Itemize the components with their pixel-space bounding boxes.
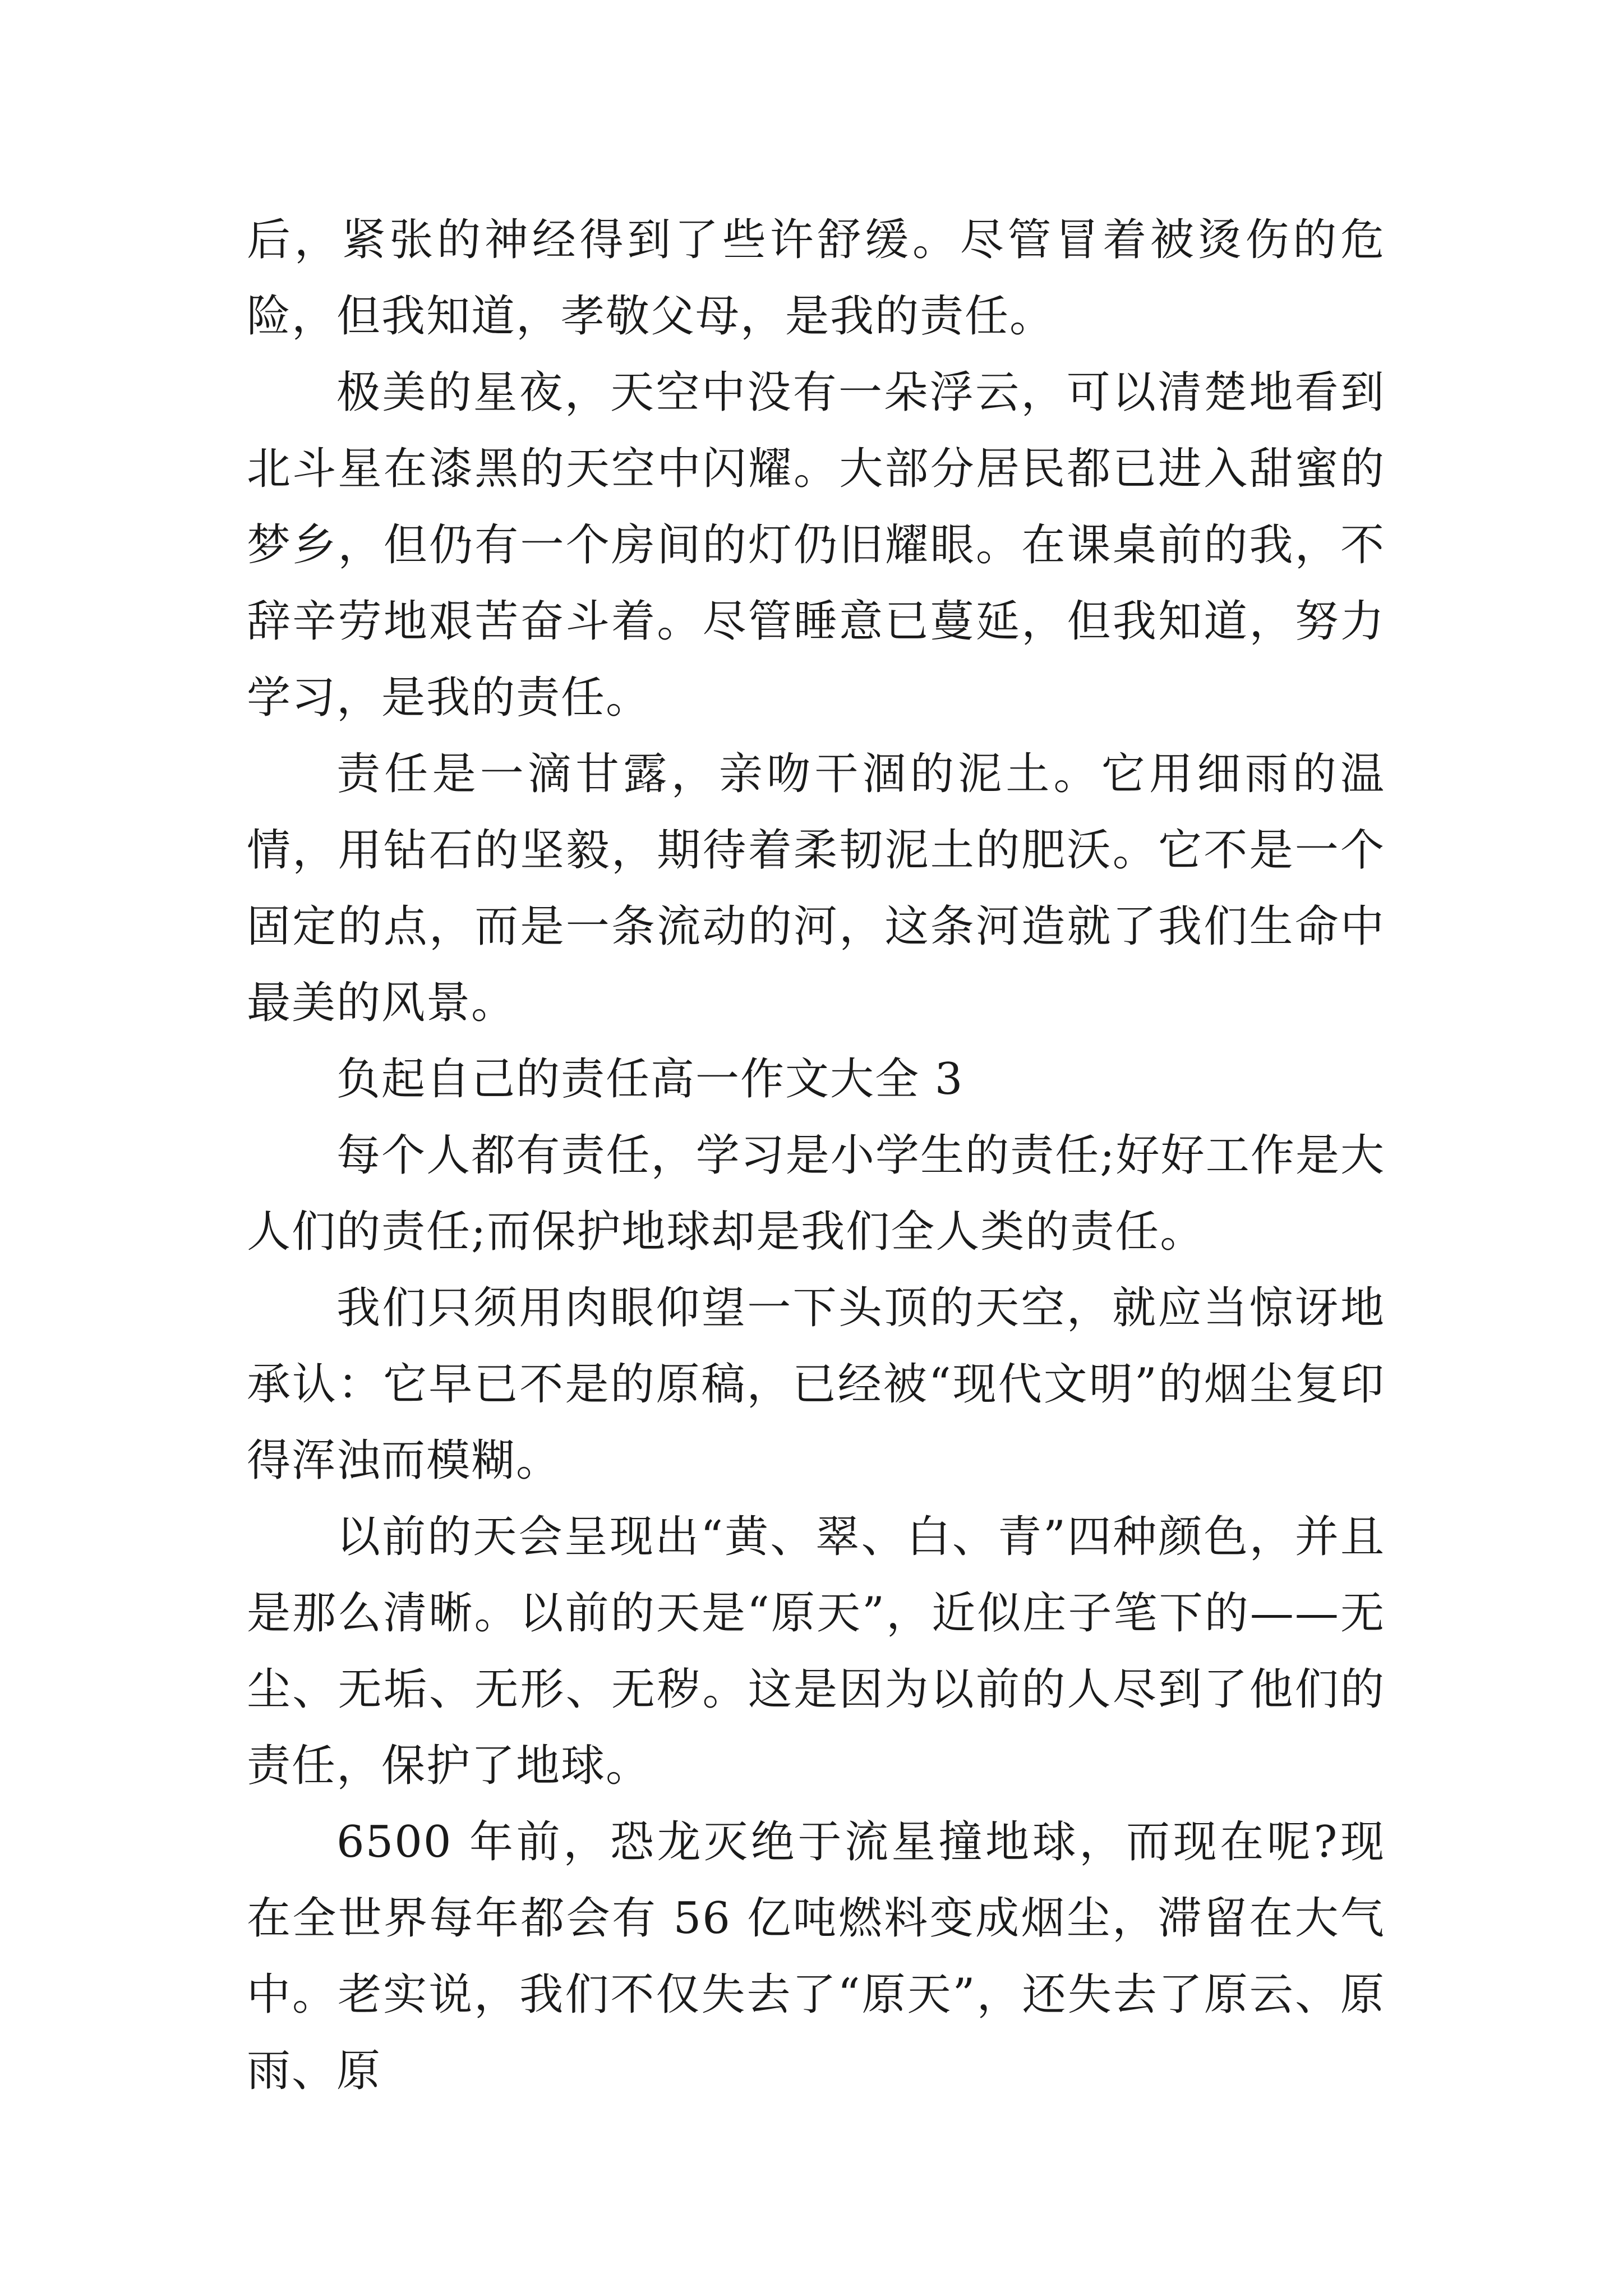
- paragraph-dinosaur-extinction: 6500 年前，恐龙灭绝于流星撞地球，而现在呢?现在全世界每年都会有 56 亿吨燃料变成烟尘，滞留在大气中。老实说，我们不仅失去了“原天”，还失去了原云、原雨、原: [247, 1817, 1385, 2096]
- paragraph-former-sky: 以前的天会呈现出“黄、翠、白、青”四种颜色，并且是那么清晰。以前的天是“原天”，近似庄子笔下的——无尘、无垢、无形、无秽。这是因为以前的人尽到了他们的责任，保护了地球。: [247, 1512, 1385, 1791]
- paragraph-responsibility-dew: 责任是一滴甘露，亲吻干涸的泥土。它用细雨的温情，用钻石的坚毅，期待着柔韧泥土的肥沃。它不是一个固定的点，而是一条流动的河，这条河造就了我们生命中最美的风景。: [247, 749, 1385, 1028]
- paragraph-starry-night: 极美的星夜，天空中没有一朵浮云，可以清楚地看到北斗星在漆黑的天空中闪耀。大部分居民都已进入甜蜜的梦乡，但仍有一个房间的灯仍旧耀眼。在课桌前的我，不辞辛劳地艰苦奋斗着。尽管睡意已蔓延，但我知道，努力学习，是我的责任。: [247, 367, 1385, 723]
- essay-heading: 负起自己的责任高一作文大全 3: [336, 1054, 964, 1105]
- paragraph-sky-observation: 我们只须用肉眼仰望一下头顶的天空，就应当惊讶地承认：它早已不是的原稿，已经被“现代文明”的烟尘复印得浑浊而模糊。: [247, 1283, 1385, 1486]
- document-body: [247, 202, 1385, 2109]
- paragraph-everyone-responsibility: 每个人都有责任，学习是小学生的责任;好好工作是大人们的责任;而保护地球却是我们全人类的责任。: [247, 1130, 1385, 1257]
- paragraph-continuation: 后，紧张的神经得到了些许舒缓。尽管冒着被烫伤的危险，但我知道，孝敬父母，是我的责任。: [247, 215, 1385, 342]
